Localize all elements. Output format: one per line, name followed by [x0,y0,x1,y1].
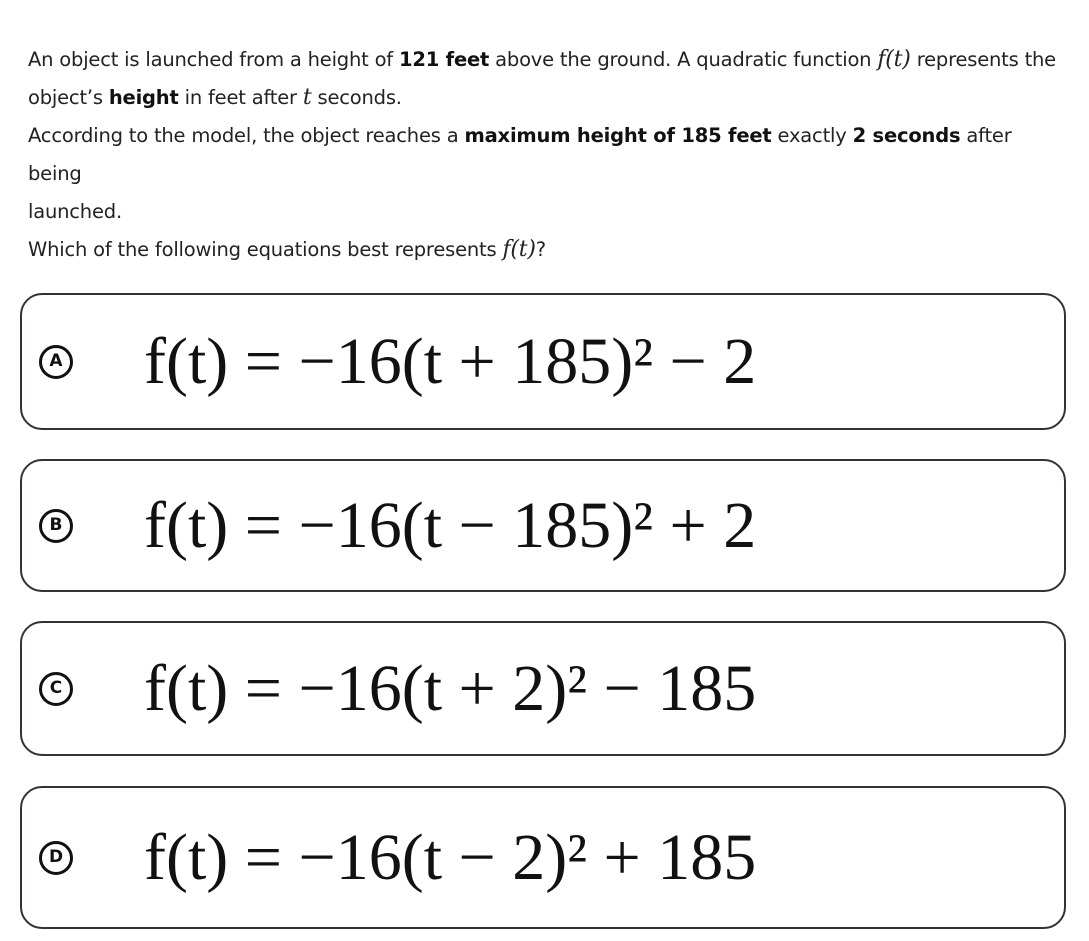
question-text-segment: ? [535,238,546,261]
question-line-3 [28,117,1068,193]
question-text-segment: launched. [28,200,122,223]
question-text-segment: seconds. [311,86,402,109]
choice-a[interactable] [20,293,1066,430]
choice-b-equation: f(t) = −16(t − 185)² + 2 [144,488,757,562]
choice-b[interactable] [20,459,1066,592]
choice-letter-d-icon: D [39,841,73,875]
question-text-segment: in feet after [178,86,303,109]
choice-letter-b-icon: B [39,509,73,543]
time-value: 2 seconds [852,124,961,147]
choice-letter-a-icon: A [39,345,73,379]
choice-d-equation: f(t) = −16(t − 2)² + 185 [144,820,757,894]
question-text-segment: represents the [910,48,1056,71]
question-text-segment: According to the model, the object reaches a [28,124,465,147]
question-text-segment: after being [28,124,1012,185]
choice-c-equation: f(t) = −16(t + 2)² − 185 [144,651,757,725]
height-launch-value: 121 feet [398,48,490,71]
question-text [28,41,1068,269]
choice-letter-c-icon: C [39,672,73,706]
question-text-segment: object’s [28,86,109,109]
question-line-5 [28,231,1068,269]
question-text-segment: An object is launched from a height of [28,48,399,71]
function-notation: f(t) [502,237,536,262]
question-line-4 [28,193,1068,231]
choice-d[interactable] [20,786,1066,929]
choice-c[interactable] [20,621,1066,756]
question-text-segment: above the ground. A quadratic function [489,48,878,71]
question-text-segment: exactly [771,124,853,147]
time-variable: t [302,85,312,110]
question-line-1 [28,41,1068,79]
height-keyword: height [108,86,179,109]
choice-a-equation: f(t) = −16(t + 185)² − 2 [144,324,757,398]
max-height-value: maximum height of 185 feet [464,124,772,147]
function-notation: f(t) [877,47,911,72]
question-line-2 [28,79,1068,117]
question-text-segment: Which of the following equations best represents [28,238,503,261]
